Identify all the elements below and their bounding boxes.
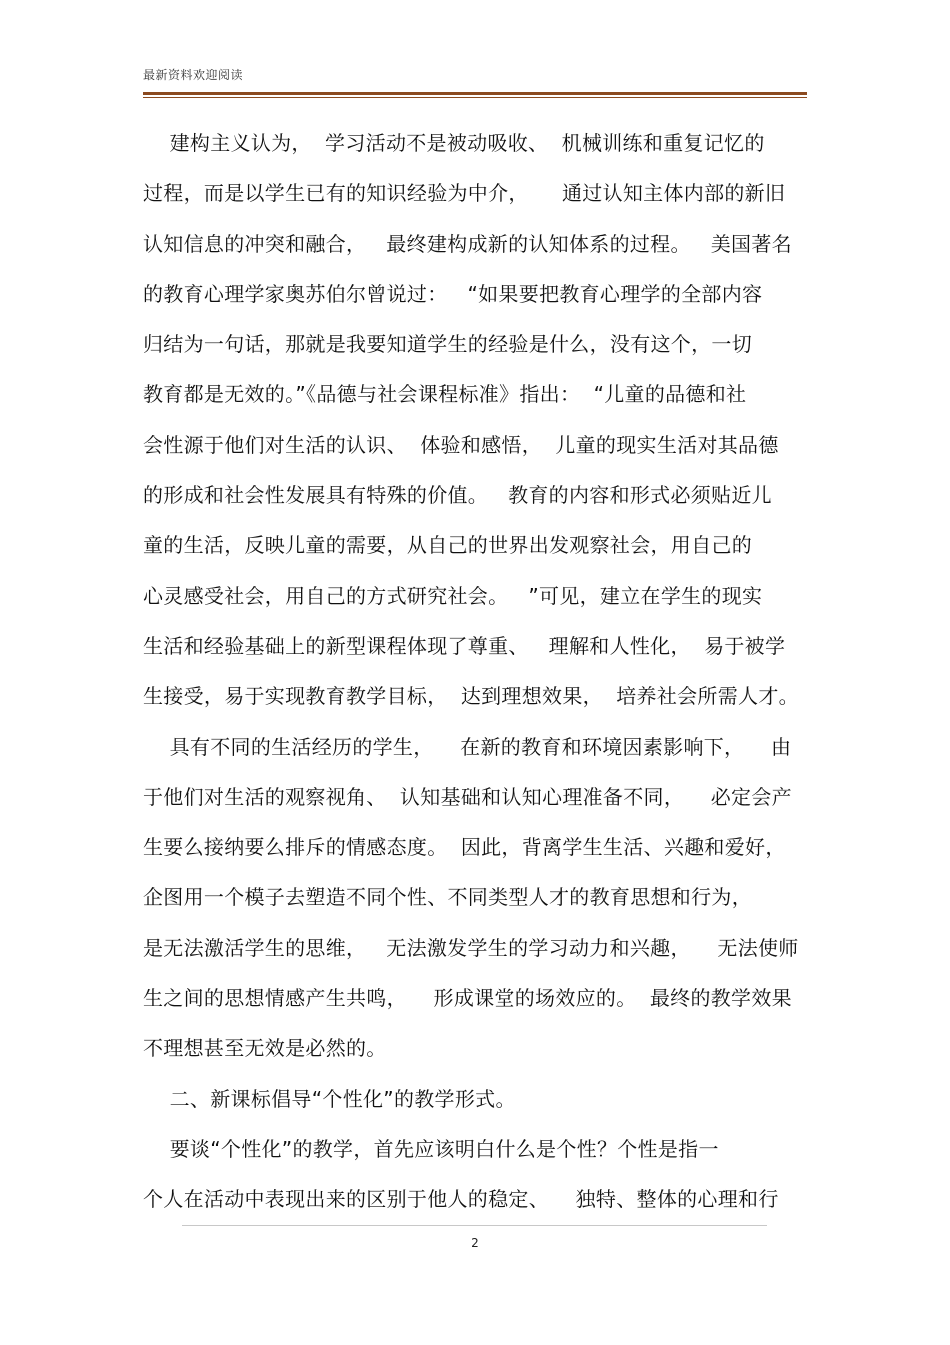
body-line: 具有不同的生活经历的学生， 在新的教育和环境因素影响下， 由	[143, 734, 792, 759]
page-number: 2	[471, 1236, 479, 1250]
body-line: 的教育心理学家奥苏伯尔曾说过： “如果要把教育心理学的全部内容	[143, 281, 763, 306]
body-line: 的形成和社会性发展具有特殊的价值。 教育的内容和形式必须贴近儿	[143, 483, 772, 508]
body-line: 是无法激活学生的思维， 无法激发学生的学习动力和兴趣， 无法使师	[143, 935, 799, 960]
body-line: 不理想甚至无效是必然的。	[143, 1036, 387, 1061]
page-header-title: 最新资料欢迎阅读	[143, 68, 244, 82]
body-line: 要谈“个性化”的教学，首先应该明白什么是个性？个性是指一	[143, 1136, 719, 1161]
body-line: 生之间的思想情感产生共鸣， 形成课堂的场效应的。 最终的教学效果	[143, 986, 792, 1011]
body-line: 教育都是无效的。”《品德与社会课程标准》指出： “儿童的品德和社	[143, 382, 747, 407]
header-rule-thick	[143, 92, 807, 95]
footer-rule	[182, 1225, 767, 1226]
body-line: 心灵感受社会，用自己的方式研究社会。 ”可见，建立在学生的现实	[143, 583, 763, 608]
body-line: 企图用一个模子去塑造不同个性、不同类型人才的教育思想和行为，	[143, 885, 752, 910]
body-line: 童的生活，反映儿童的需要，从自己的世界出发观察社会，用自己的	[143, 533, 752, 558]
section-heading: 二、新课标倡导“个性化”的教学形式。	[143, 1086, 516, 1111]
body-line: 建构主义认为， 学习活动不是被动吸收、 机械训练和重复记忆的	[143, 131, 765, 155]
body-line: 生要么接纳要么排斥的情感态度。 因此，背离学生生活、兴趣和爱好，	[143, 835, 786, 860]
body-line: 生活和经验基础上的新型课程体现了尊重、 理解和人性化， 易于被学	[143, 633, 786, 658]
header-rule-thin	[143, 97, 807, 98]
document-body	[143, 118, 823, 1225]
body-line: 个人在活动中表现出来的区别于他人的稳定、 独特、整体的心理和行	[143, 1187, 779, 1212]
body-line: 过程，而是以学生已有的知识经验为中介， 通过认知主体内部的新旧	[143, 181, 786, 206]
body-line: 归结为一句话，那就是我要知道学生的经验是什么，没有这个，一切	[143, 332, 752, 357]
body-line: 会性源于他们对生活的认识、 体验和感悟， 儿童的现实生活对其品德	[143, 432, 779, 457]
body-line: 生接受，易于实现教育教学目标， 达到理想效果， 培养社会所需人才。	[143, 684, 799, 709]
body-line: 于他们对生活的观察视角、 认知基础和认知心理准备不同， 必定会产	[143, 784, 792, 809]
body-line: 认知信息的冲突和融合， 最终建构成新的认知体系的过程。 美国著名	[143, 231, 792, 256]
